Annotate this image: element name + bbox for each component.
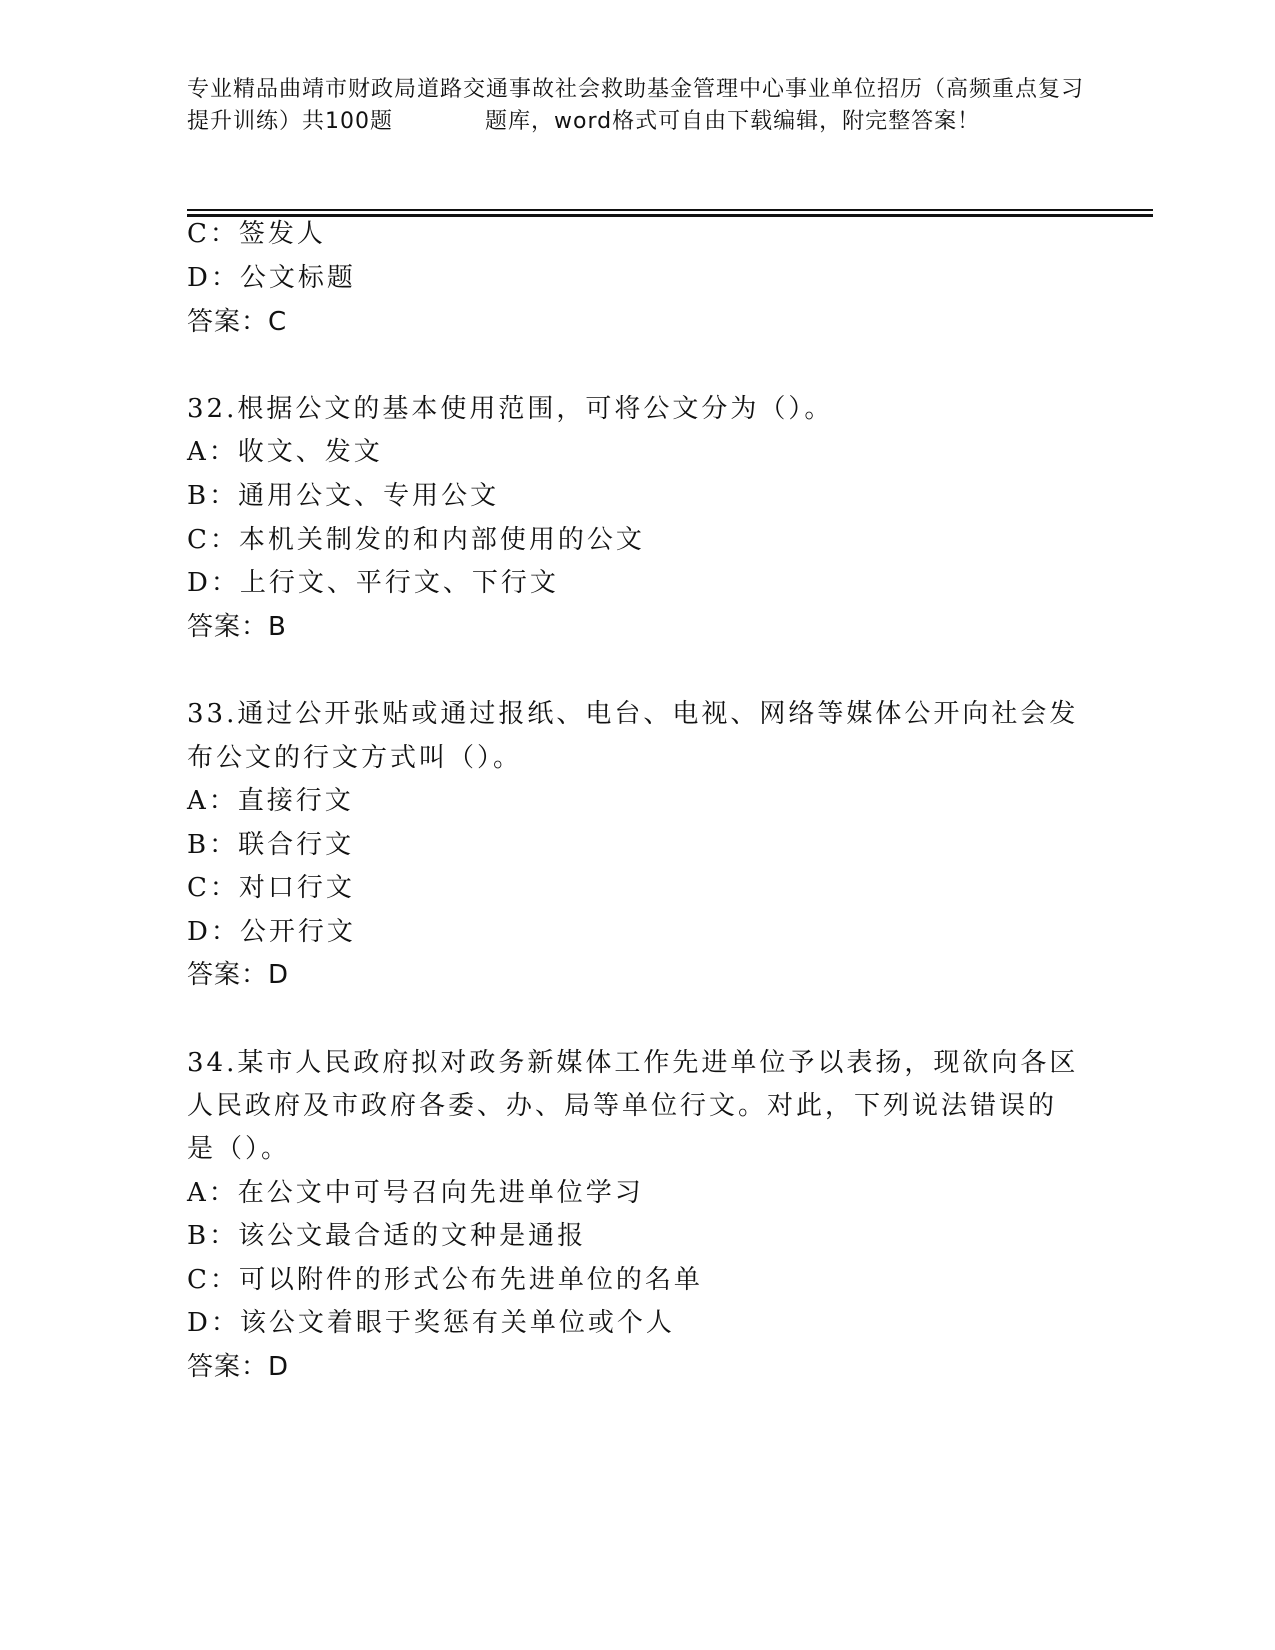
q32-option-b: B：通用公文、专用公文 [187,481,500,511]
q33-option-a: A：直接行文 [187,786,354,816]
q33-answer: 答案：D [187,960,290,990]
q34-stem-line2: 人民政府及市政府各委、办、局等单位行文。对此，下列说法错误的 [187,1091,1058,1121]
header-rule-thin [187,209,1153,211]
q33-option-d: D：公开行文 [187,917,356,947]
q33-stem-line2: 布公文的行文方式叫（）。 [187,743,523,773]
q34-stem-line3: 是（）。 [187,1134,291,1164]
prev-option-d: D：公文标题 [187,263,356,293]
q33-option-c: C：对口行文 [187,873,355,903]
q34-option-b: B：该公文最合适的文种是通报 [187,1221,587,1251]
q32-option-a: A：收文、发文 [187,437,383,467]
document-header: 专业精品曲靖市财政局道路交通事故社会救助基金管理中心事业单位招历（高频重点复习提升训练）共100题 题库，word格式可自由下载编辑，附完整答案！ [187,77,1085,134]
prev-option-c: C：签发人 [187,219,326,249]
q34-option-d: D：该公文着眼于奖惩有关单位或个人 [187,1308,675,1338]
q34-answer: 答案：D [187,1352,290,1382]
header-rule-thick [187,214,1153,217]
q33-option-b: B：联合行文 [187,830,355,860]
q32-option-c: C：本机关制发的和内部使用的公文 [187,525,645,555]
q32-stem: 32.根据公文的基本使用范围，可将公文分为（）。 [187,394,834,424]
q32-answer: 答案：B [187,612,287,642]
q33-stem-line1: 33.通过公开张贴或通过报纸、电台、电视、网络等媒体公开向社会发 [187,699,1079,729]
q34-stem-line1: 34.某市人民政府拟对政务新媒体工作先进单位予以表扬，现欲向各区 [187,1048,1079,1078]
prev-answer: 答案：C [187,307,288,337]
q34-option-c: C：可以附件的形式公布先进单位的名单 [187,1265,703,1295]
q34-option-a: A：在公文中可号召向先进单位学习 [187,1178,644,1208]
q32-option-d: D：上行文、平行文、下行文 [187,568,559,598]
